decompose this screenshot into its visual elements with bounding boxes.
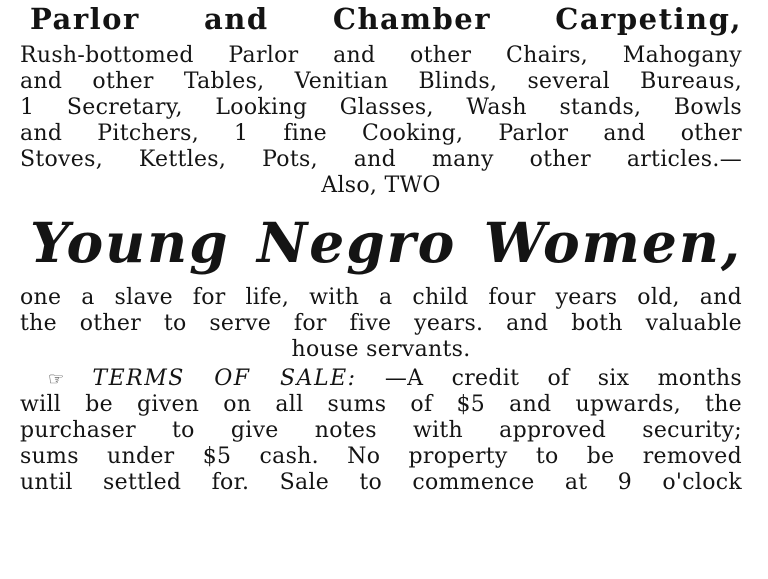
women-line-3: house servants.	[291, 337, 471, 362]
body-line-3: 1 Secretary, Looking Glasses, Wash stands, Bowls	[20, 95, 742, 120]
body-line-1: Rush-bottomed Parlor and other Chairs, Mahogany	[20, 43, 742, 68]
women-line-1: one a slave for life, with a child four years old, and	[20, 285, 742, 310]
terms-first-line-rest: —A credit of six months	[384, 366, 742, 391]
terms-line-2: will be given on all sums of $5 and upwards, the	[20, 392, 742, 417]
body-line-5: Stoves, Kettles, Pots, and many other articles.—	[20, 147, 742, 172]
big-heading: Young Negro Women,	[30, 210, 742, 275]
pointing-hand-icon: ☞	[48, 369, 65, 390]
body-line-2: and other Tables, Venitian Blinds, several Bureaus,	[20, 69, 742, 94]
body-line-4: and Pitchers, 1 fine Cooking, Parlor and other	[20, 121, 742, 146]
terms-label: TERMS OF SALE:	[92, 366, 357, 391]
headline: Parlor and Chamber Carpeting,	[30, 2, 742, 36]
terms-first-line	[48, 366, 742, 393]
terms-line-3: purchaser to give notes with approved security;	[20, 418, 742, 443]
terms-line-5: until settled for. Sale to commence at 9 o'clock	[20, 470, 742, 495]
women-line-2: the other to serve for five years. and both valuable	[20, 311, 742, 336]
also-line: Also, TWO	[321, 173, 441, 198]
terms-line-4: sums under $5 cash. No property to be removed	[20, 444, 742, 469]
